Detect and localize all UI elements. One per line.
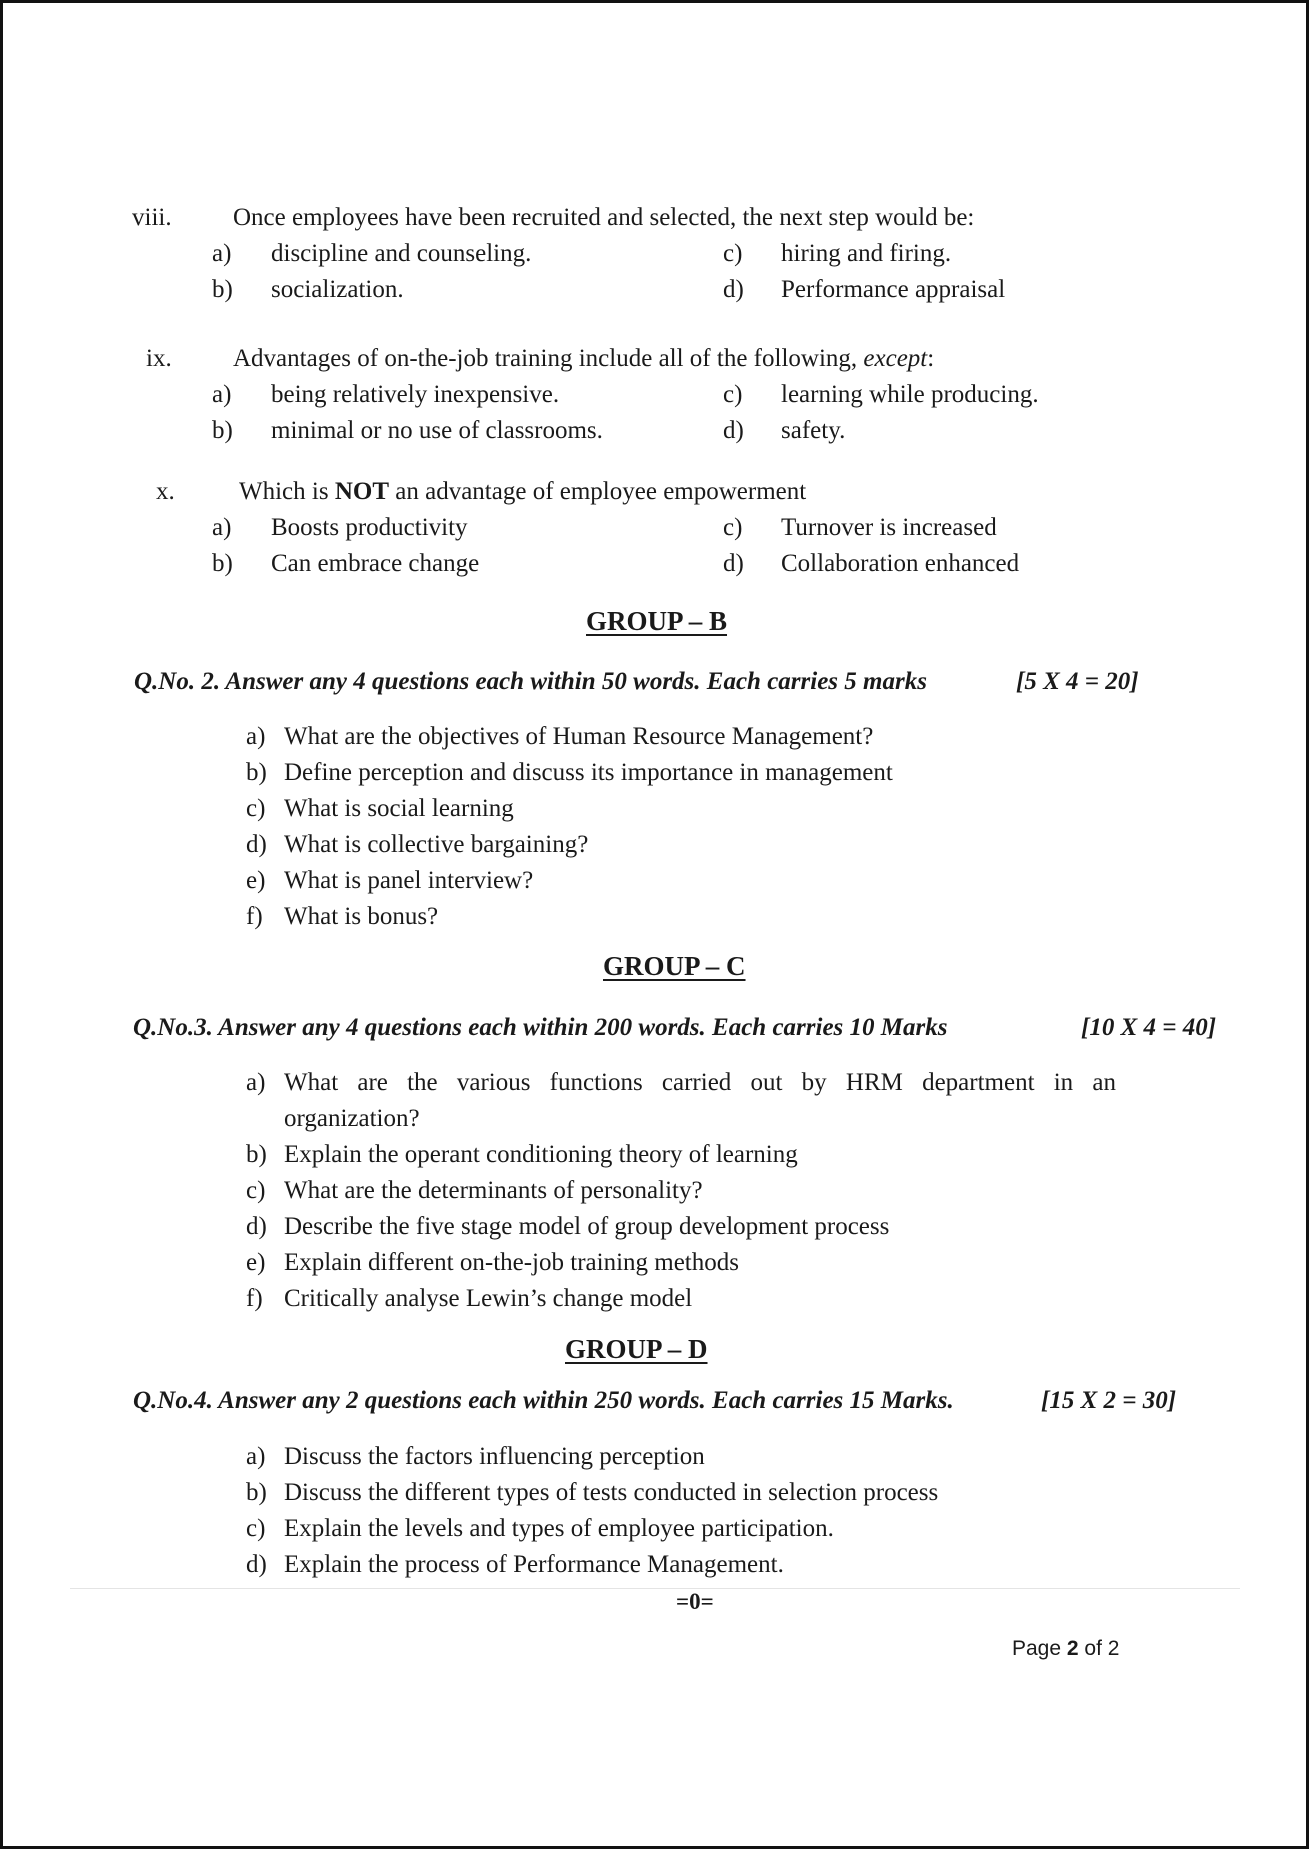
item-text: What are the objectives of Human Resource Management?: [284, 723, 874, 750]
item-text: Critically analyse Lewin’s change model: [284, 1285, 693, 1312]
group-c-title: GROUP – C: [603, 951, 746, 981]
item-letter: a): [246, 1443, 266, 1470]
item-text-continued: organization?: [284, 1105, 420, 1132]
item-text: What is panel interview?: [284, 867, 534, 894]
group-b-marks: [5 X 4 = 20]: [1016, 668, 1139, 695]
question-number: x.: [156, 478, 175, 505]
item-letter: d): [246, 1551, 267, 1578]
option-text: discipline and counseling.: [271, 240, 532, 267]
item-text: Discuss the different types of tests conducted in selection process: [284, 1479, 939, 1506]
option-letter: c): [723, 514, 743, 541]
option-letter: c): [723, 381, 743, 408]
question-text: Once employees have been recruited and selected, the next step would be:: [233, 204, 975, 231]
item-text: What is social learning: [284, 795, 514, 822]
item-letter: d): [246, 831, 267, 858]
item-letter: b): [246, 759, 267, 786]
option-letter: d): [723, 550, 744, 577]
option-letter: b): [212, 417, 233, 444]
group-b-instruction: Q.No. 2. Answer any 4 questions each within 50 words. Each carries 5 marks: [134, 668, 927, 695]
item-text: What are the various functions carried out by HRM department in an: [284, 1069, 1116, 1096]
item-letter: f): [246, 1285, 263, 1312]
option-letter: b): [212, 550, 233, 577]
group-d-marks: [15 X 2 = 30]: [1041, 1387, 1177, 1414]
question-text: Which is NOT an advantage of employee empowerment: [239, 478, 807, 505]
option-text: safety.: [781, 417, 846, 444]
item-text: What is collective bargaining?: [284, 831, 589, 858]
option-letter: a): [212, 240, 232, 267]
item-text: Explain the levels and types of employee participation.: [284, 1515, 834, 1542]
item-text: What are the determinants of personality?: [284, 1177, 703, 1204]
item-letter: c): [246, 1177, 266, 1204]
option-text: socialization.: [271, 276, 404, 303]
item-letter: c): [246, 1515, 266, 1542]
group-d-title: GROUP – D: [565, 1334, 708, 1364]
option-letter: d): [723, 276, 744, 303]
option-letter: c): [723, 240, 743, 267]
item-text: Define perception and discuss its importance in management: [284, 759, 893, 786]
option-text: minimal or no use of classrooms.: [271, 417, 603, 444]
question-text: Advantages of on-the-job training include all of the following, except:: [233, 345, 935, 372]
group-c-instruction: Q.No.3. Answer any 4 questions each within 200 words. Each carries 10 Marks: [133, 1014, 948, 1041]
item-letter: e): [246, 1249, 266, 1276]
item-letter: c): [246, 795, 266, 822]
item-letter: d): [246, 1213, 267, 1240]
page-number: Page 2 of 2: [1012, 1637, 1120, 1660]
option-letter: b): [212, 276, 233, 303]
item-letter: e): [246, 867, 266, 894]
option-text: learning while producing.: [781, 381, 1039, 408]
item-letter: f): [246, 903, 263, 930]
end-mark: =0=: [676, 1589, 714, 1614]
option-text: hiring and firing.: [781, 240, 952, 267]
item-letter: b): [246, 1141, 267, 1168]
item-text: Explain the operant conditioning theory of learning: [284, 1141, 798, 1168]
group-c-marks: [10 X 4 = 40]: [1081, 1014, 1217, 1041]
item-text: Explain different on-the-job training methods: [284, 1249, 739, 1276]
item-text: Discuss the factors influencing perception: [284, 1443, 705, 1470]
option-letter: a): [212, 381, 232, 408]
option-letter: a): [212, 514, 232, 541]
item-letter: a): [246, 723, 266, 750]
scan-divider: [70, 1588, 1240, 1589]
question-number: ix.: [146, 345, 172, 372]
group-b-title: GROUP – B: [586, 606, 728, 636]
item-text: Explain the process of Performance Management.: [284, 1551, 784, 1578]
group-d-instruction: Q.No.4. Answer any 2 questions each within 250 words. Each carries 15 Marks.: [133, 1387, 954, 1414]
question-number: viii.: [132, 204, 172, 231]
option-text: Performance appraisal: [781, 276, 1006, 303]
option-text: Boosts productivity: [271, 514, 468, 541]
item-letter: b): [246, 1479, 267, 1506]
option-text: Can embrace change: [271, 550, 480, 577]
option-text: being relatively inexpensive.: [271, 381, 560, 408]
option-letter: d): [723, 417, 744, 444]
item-text: What is bonus?: [284, 903, 439, 930]
option-text: Collaboration enhanced: [781, 550, 1020, 577]
item-letter: a): [246, 1069, 266, 1096]
item-text: Describe the five stage model of group development process: [284, 1213, 890, 1240]
option-text: Turnover is increased: [781, 514, 997, 541]
